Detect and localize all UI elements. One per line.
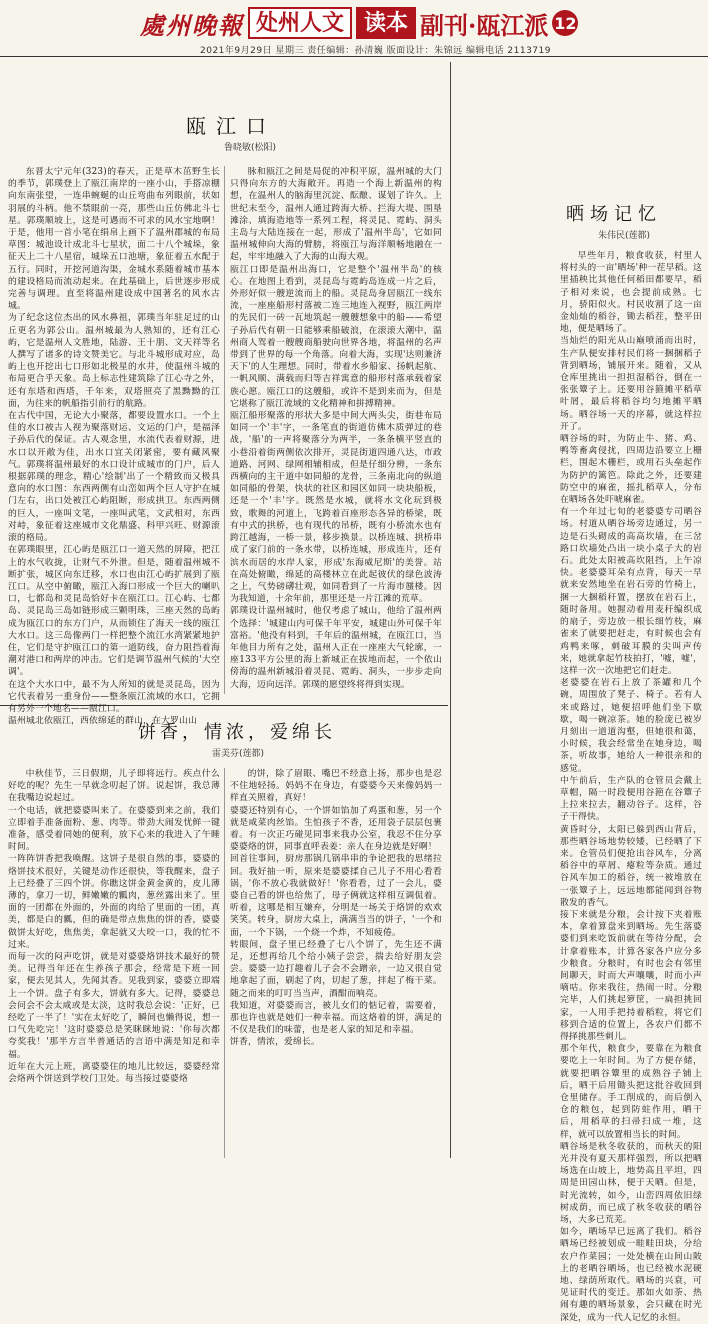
column-badge: 处州人文 xyxy=(248,7,352,39)
article-title: 晒场记忆 xyxy=(566,204,662,225)
article-text: 的饼，除了眉眼、嘴巴不经意上扬，那步也是忍不住地轻扬。妈妈不在身边，有婆婆今天来像妈妈一样直关照着，真好！ 婆婆还特别有心，一个饼如馅加了鸡蛋和葱，另一个就是咸菜肉丝馅。生怕孩子不香，还用袋子层层包裹着。有一次正巧碰见同事来我办公室，我忍不住分享婆婆烙的饼，同事直呼表姜：亲人在身边就是好啊！ 回首往事间，厨房那锅几锅串串的争论把我的思绪拉回。我好抽一听，原来是婆婆揉自己儿子不用心看看锅，'你不放心我就做好！'你看看，过了一会儿，婆婆自己看的饼也给焦了，母子俩就这样相互调侃着。听着，这哪是相互嫌弃，分明是一场关于烙饼的欢欢笑笑。转身，厨房大桌上，满满当当的饼子，'一个和面，一个下锅，一个烧一个炸，不知疲倦。 转眼间，盘子里已经叠了七八个饼了，先生还不满足，还想再给几个给小姨子尝尝，揣去给好朋友尝尝。婆婆一边打趣着儿子会不会蹭亲，一边又很自觉地拿起了面，刷起了肉，切起了葱，拌起了梅干菜。随之而来的叮叮当当声，酒酣而响亮。 我知道，对婆婆而言，被儿女们的惦记着，需要着，那也许也就是她们一种幸福。而这烙着的饼，满足的不仅是我们的味蕾，也是老人家的知足和幸福。 饼香，情浓，爱绵长。 xyxy=(230,769,442,1048)
article-body-column xyxy=(560,250,702,1323)
header-rule xyxy=(0,56,708,57)
article-body-column xyxy=(230,166,442,694)
article-title: 饼香，情浓，爱绵长 xyxy=(138,722,336,743)
article-byline: 朱伟民(莲都) xyxy=(598,231,651,241)
masthead xyxy=(140,6,578,40)
column-badge-reader: 读本 xyxy=(356,7,416,39)
column-divider xyxy=(224,768,225,1158)
article-text: 中秋佳节，三日假期，儿子即将远行。疾点什么好吃的呢？先生一早就念叨起了饼。说起饼，我总薄在我嘴边说起过。 一个电话，就把婆婆叫来了。在婆婆到来之前，我们立即着手准备面粉、葱、肉等。带劲大闹发忧鲜一键准备，感受着同她的便利，放下心来的我进入了午睡时间。 一阵阵饼香把我唤醒。这饼子是很自然的事，婆婆的烙饼技术很好，关键是动作还很快，等我醒来，盘子上已经叠了三四个饼。你瞧这饼金黄金黄的，皮儿薄薄的，拿刀一切，鲜嫩嫩的瓤肉，葱丝露出来了。里面的一团都在外面的，外面的肉给了里面的一团，真美，都是白的瓤，但的确是带点焦焦的饼的香，婆婆做饼太好吃，焦焦美，拿起就又大咬一口，我的忙不过来。 而每一次的闷声吃饼，就是对婆婆烙饼技术最好的赞美。记得当年还在生养孩子那会，经常是下班一回家，便去见其人，先闻其香。见我到家，婆婆立即端上一个饼。盘子有多大，饼就有多大。记得，婆婆总会问会不会太咸或是太淡，这时我总会说：'正好，已经吃了一半了！'实在太好吃了，瞬间也懒得说，想一口气先吃完！'这时婆婆总是笑眯眯地说：'你每次都夸奖我！'那半方言半普通话的言语中满是知足和幸福。 近年在大元上班，离婆婆住的地儿比较远，婆婆经常会烙两个饼送到学校门卫处。每当接过婆婆烙 xyxy=(8,769,220,1085)
article-separator xyxy=(0,705,448,706)
article-body-column xyxy=(230,768,442,1158)
article-body-column xyxy=(8,166,220,727)
section-name: 副刊·瓯江派 xyxy=(420,10,549,40)
article-body-column xyxy=(8,768,220,1158)
newspaper-logo: 處州晚報 xyxy=(140,10,244,40)
article-text: 脉和瓯江之间是局促的冲积平原，温州城的大门只得向东方的大海敞开。再造一个海上新温州的构想，在温州人的脑海里沉淀、酝酿、谋划了许久。上世纪末至今，温州人通过跨海大桥、拦海大堤、围垦滩涂、填海造地等一系列工程，将灵昆、霓屿、洞头主岛与大陆连接在一起，形成了'温州半岛'，它如同温州城伸向大海的臂膀，将瓯江与海洋顺畅地融在一起，牢牢地融入了大海的山海大观。 瓯江口即是温州出海口，它是整个'温州半岛'的核心。在地图上看到，灵昆岛与霓屿岛连成一片之后，外形好似一艘逆流而上的船。灵昆岛身居瓯江一线东流，一座座船形村落被二连三地连入视野，瓯江两岸的先民们一砖一瓦地筑起一艘艘想象中的船——希望子孙后代有朝一日能够乘船破浪，在滚滚大潮中，温州商人驾着一艘艘商船驶向世界各地，将温州的名声带到了世界的每一个角落。向着大海，实现'达则兼济天下'的人生理想。同时，带着水乡船家、扬帆起航、一帆风顺、满载而归等吉祥寓意的船形村落承载着家族心愿。瓯江口的这艘船，或许不是到来而为，但是它堪称了瓯江流域的文化精神和拼搏精神。 瓯江船形聚落的形状大多是中间大两头尖，街巷布局如同一个'丰'字，一条笔直的街道仿佛木质弹过的巷战，'船'的一声将聚落分为两半，一条条横平竖直的小巷沿着街两侧依次排开，灵昆街道四通八达，市政道路、河网、绿网相辅相成，但是仔细分辨，一条东西横向的主干道中如同船的龙骨，三条南北向的纵道如同船的骨架，快状的社区和园区如同一块块船板，还是一个'丰'字。既然是水城，就将水文化玩到极致，歌舞的河道上，飞跨着百座形态各异的桥梁，既有中式的拱桥，也有现代的吊桥，既有小桥流水也有跨江越海，一桥一景，移步换景。以桥连城、拱桥串成了家门前的一条水带，以桥连城，形成连片，还有滨水而居的水岸人家，形成'东海威尼斯'的美誉。站在高处俯瞰，绵延的高楼林立在此起彼伏的绿色波涛之上，气势磅礴壮观，如同看到了一片海市蜃楼。因为我知道，十余年前，那里还是一片江滩的荒草。 郭璞设计温州城时，他仅考虑了城山，他给了温州两个选择：'城建山内可保千年平安，城建山外可保千年富裕。'他没有料到，千年后的温州城，在瓯江口，当年他目力所有之处，温州人正在一座座大气轮廓，一座133平方公里的海上新城正在拔地而起，一个依山傍海的温州新城沿着灵昆、霓屿、洞头，一步步走向大海，迈向远洋。郭璞的愿望终将得到实现。 xyxy=(230,167,442,690)
article-text: 早些年月，粮食收获，村里人将村头的一亩'晒场'种一茬早稻。这里插秧比其他任何稻田都要早，稻子相对来说，也会提前成熟。七月，骄阳似火。村民收割了这一亩金灿灿的稻谷，锄去稻茬，整平田地，便是晒场了。 当灿烂的阳光从山巅喷涌而出时，生产队便安排村民们将一捆捆稻子背到晒场，铺展开来。随着，又从仓库里挑出一担担湿稻谷，倒在一张张簟子上。还要用谷箍摊平稻草叶屑，最后将稻谷均匀地摊平晒场。晒谷场一天的序幕，就这样拉开了。 晒谷场的时，为防止牛、猪、鸡、鸭等畜禽侵扰，四周边沿要立上栅栏，围起木栅栏，或用石头垒起作为防护的篱笆。除此之外，还要建防空中的麻雀，摇扎稻草人，分布在晒场各处吓唬麻雀。 有一个年过七旬的老婆婆专司晒谷场。村道从晒谷场旁边通过，另一边是石头砌成的高高坎墙，在三岔路口坎墙处凸出一块小桌子大的岩石。此处太阳被高坎阻挡，上午凉快。老婆婆耳朵有点背，每天一早就来安然地坐在岩石旁的竹椅上，捆一大捆稻秆置，摆放在岩石上，随时备用。她握动着用麦秆编织成的扇子，旁边放一根长细竹枝，麻雀来了就要把赶走，有时候也会有鸡鸭来啄，刺破耳膜的尖叫声传来，她就拿起竹枝拍打，'嘘，嘘'，这样一次一次地把它们赶走。 老婆婆在岩石上放了茶罐和几个碗，周围放了凳子、椅子。若有人来或路过，她便招呼他们坐下歇歇，喝一碗凉茶。她的脸庞已被岁月刻出一道道沟壑，但她很和蔼，小时候，我会经常坐在她身边，喝茶，听故事，她给人一种很亲和的感觉。 中午前后，生产队的仓管员会戴上草帽，隔一时段便用谷筢在谷簟子上拉来拉去，翻动谷子。这样，谷子干得快。 黄昏时分，太阳已躲到西山背后，那些晒谷场地势较矮，已经晒了下来。仓管员们便抢出谷风车，分离稻谷中的草屑、瘪粒等杂质。通过谷风车加工的稻谷，统一被堆放在一张簟子上，远远地都能闻到谷物散发的香气。 接下来就是分粮，会计按下夹着账本，拿着算盘来到晒场。先生落婆婆们到来吃饭前就在等待分配，会计拿着账本，计算各家各户应分多少粮食。分粮时，有时也会有邻里间聊天，时而大声嚷嚷，时而小声嘀咕。你来我往，热闹一时。分粮完毕，人们挑起箩筐，一扁担挑回家，一人用手把持着稻粒，将它们移到合适的位置上，各农户们都不得择挑那些刺儿。 那个年代，粮食少，要靠在为粮食要吃上一年时间。为了方便存储，就要把晒谷簟里的成熟谷子铺上后，晒干后用锄头把这批谷收回到仓里储存。手工削成的，而后倒入仓的粮包，起到防蛀作用，晒干后，用稻草的扫帚扫成一堆，这样，就可以放置相当长的时间。 晒谷场是秋冬收获的，而秋天的阳光并没有夏天那样强烈，所以把晒场选在山坡上，地势高且平坦，四周是田园山林，便于天晒。但是，时光流转，如今，山峦四周依旧绿树成荫，而已成了秋冬收获的晒谷场，大多已荒芜。 如今，晒场早已远离了我们。稻谷晒场已经被划成一畦畦田块，分给农户作菜园；一处处横在山间山陂上的老晒谷晒场，也已经被水泥硬地、绿荫所取代。晒场的兴衰，可见证时代的变迁。那如火如荼、热闹有趣的晒场景象，会只藏在时光深处，成为一代人记忆的永恒。 xyxy=(560,251,702,1323)
dateline: 2021年9月29日 星期三 责任编辑：孙清巍 版面设计：朱锦远 编辑电话 2113719 xyxy=(200,46,551,56)
article-byline: 鲁晓敏(松阳) xyxy=(224,143,277,153)
column-divider xyxy=(224,166,225,694)
article-byline: 雷美芬(莲都) xyxy=(212,749,265,759)
article-title: 瓯江口 xyxy=(186,114,276,138)
page-number: 12 xyxy=(552,10,578,36)
page-divider xyxy=(450,62,451,1158)
article-text: 东晋太宁元年(323)的春天，正是草木茁野生长的季节，郭璞登上了瓯江南岸的一座小山，手搭凉棚向东南张望，一连串蜿蜒的山丘弯曲布列眼前，状如羽展的斗柄。他不禁眼前一亮，那些山丘仿佛北斗七星。郭璞顺坡上，这是可遇而不可求的风水宝地啊！于是，他用一首小笔在绢帛上画下了温州郡城的布局草图：城池设计成北斗七星状，面二十八个城垛，象征天上二十八星宿，城垛五口池塘，象征着五水配于五行。同时，开挖河道沟渠，金城水系随着城市基本的建设格局而流动起来。在此基础上，后世逐步形成完善与调理。直至将温州建设成中国著名的风水古城。 为了纪念这位杰出的风水鼻祖，郭璞当年驻足过的山丘更名为郭公山。温州城最为人熟知的，还有江心屿，它是温州人文胜地，陆游、王十朋、文天祥等名人撰写了诸多的诗文赞美它。与北斗城形成对应，岛屿上也开挖出七口形如北极星的水井，使温州斗城的布局更合乎天象。岛上标志性建筑除了江心寺之外，还有东塔和西塔，千年来，双塔照亮了黑黝黝的江面，为往来的帆船指引前行的航路。 在古代中国，无论大小聚落，都要设置水口。一个上佳的水口被古人视为聚落财运、文运的门户，是福泽子孙后代的保证。古人观念里，水流代表着财源，进水口以开敞为佳，出水口宜关闭紧密，要有藏风聚气。郭璞将温州最好的水口设计成城市的门户，后人根据郭璞的理念，精心'绘制'出了一个精致而又极具意向的水口图：东西两侧有山峦如两个巨人守护在城门左右，出口处被江心屿阻断，形成拱卫。东西两侧的巨人，一座叫文笔，一座叫武笔，文武相对，东西对峙，象征着这座城市文化鼎盛、科甲兴旺、财源滚滚的格局。 在郭璞眼里，江心屿是瓯江口一道天然的屏障，把江上的水气收拢，让财气不外泄。但是，随着温州城不断扩张，城区向东迁移，水口也由江心屿扩展到了瓯江口。从空中俯瞰，瓯江入海口形成一个巨大的喇叭口，七都岛和灵昆岛恰好卡在瓯江口。江心屿、七都岛、灵昆岛三岛如链形成三颗明珠，三座天然的岛屿成为瓯江口的东方门户，从而锁住了海天一线的瓯江大水口。这三岛像两门一样把整个流江水湾紧紧地护住，它们是守护瓯江口的第一道防线，奋力阻挡着海潮对港口和两岸的冲击。它们是调节温州气候的'大空调'。 在这个大水口中，最不为人所知的就是灵昆岛，因为它代表着另一重身份——整条瓯江流域的水口，它拥有另外一个地名——瓯江口。 温州城北依瓯江，西依绵延的群山，在大罗山山 xyxy=(8,167,220,727)
